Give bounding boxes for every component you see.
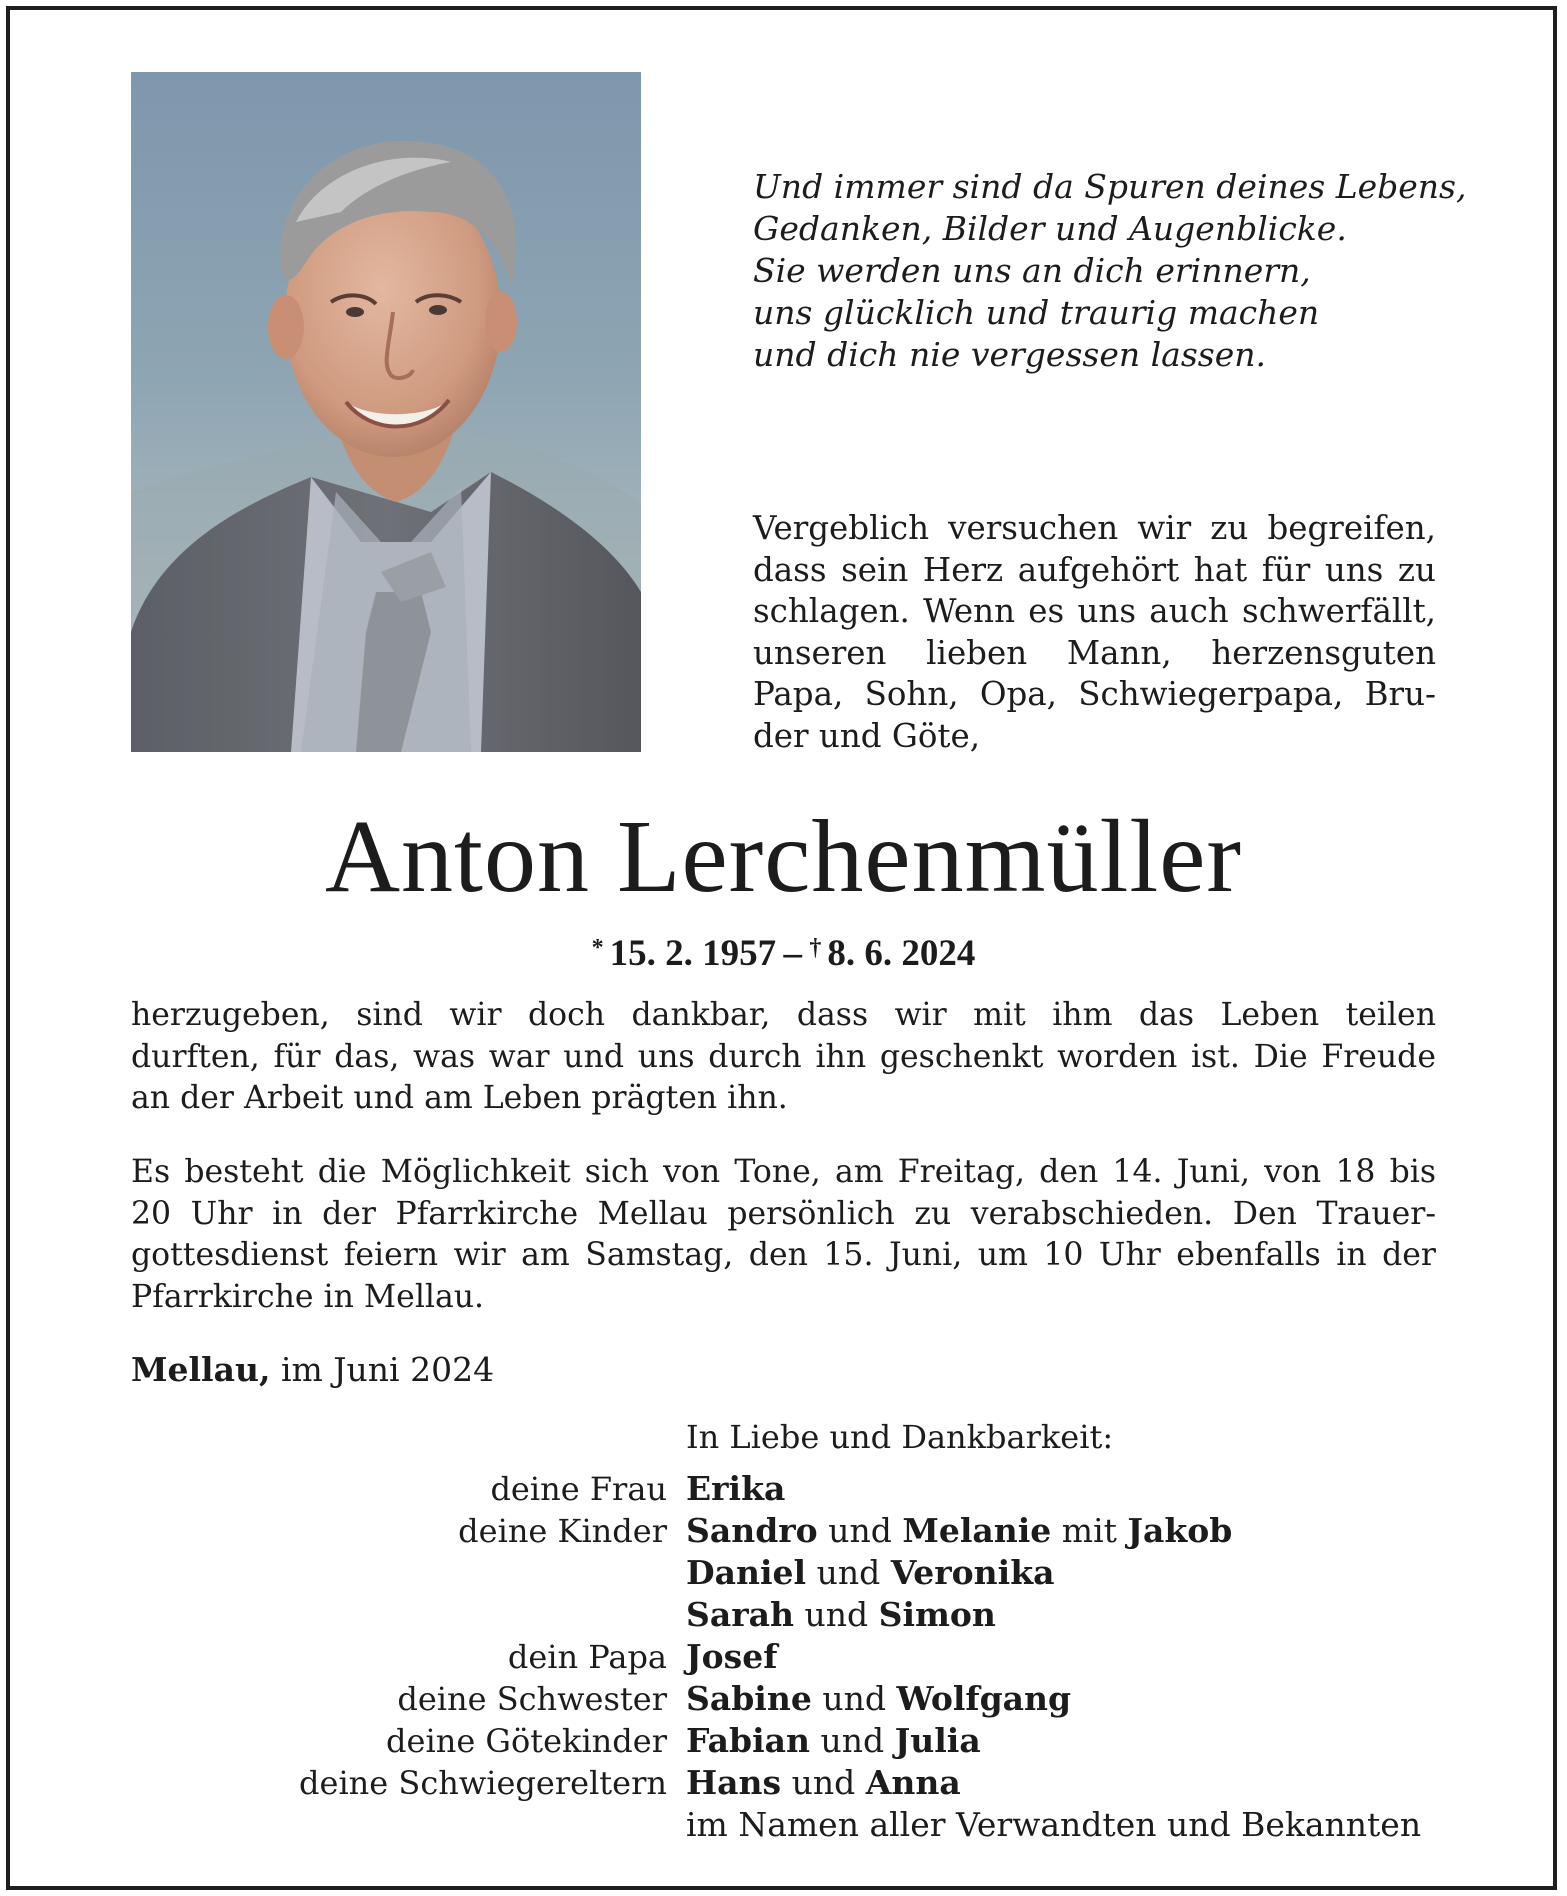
relative-names [686,1552,1054,1594]
family-row [0,1720,1567,1762]
body-line: gottesdienst feiern wir am Samstag, den 15. Juni, um 10 Uhr ebenfalls in der [131,1237,1436,1273]
connector: und [820,1721,885,1760]
body-line: Es besteht die Möglichkeit sich von Tone, am Freitag, den 14. Juni, von 18 bis [131,1154,1436,1190]
place-date [131,1349,494,1391]
relative-name: Sarah [686,1595,794,1634]
birth-date: 15. 2. 1957 [609,933,777,974]
relation-label: deine Schwester [397,1680,667,1718]
intro-paragraph [753,508,1436,757]
place-month: im Juni 2024 [280,1350,495,1389]
connector: und [828,1511,892,1550]
death-date: 8. 6. 2024 [827,933,976,974]
relative-name: Sandro [686,1511,818,1550]
verse-line: Und immer sind da Spuren deines Lebens, [753,167,1467,206]
family-row [0,1762,1567,1804]
birth-symbol: * [591,935,604,961]
verse-line: Gedanken, Bilder und Augenblicke. [753,209,1347,248]
relation-label: deine Götekinder [386,1722,667,1760]
relative-name: Hans [686,1763,782,1802]
body-line: durften, für das, was war und uns durch ihn geschenkt worden ist. Die Freude [131,1038,1436,1075]
intro-line: Vergeblich versuchen wir zu begreifen, [753,509,1436,547]
relative-name: Simon [878,1595,996,1634]
intro-line: schlagen. Wenn es uns auch schwerfällt, [753,592,1436,630]
body-line: Pfarrkirche in Mellau. [131,1278,485,1315]
connector: und [816,1553,881,1592]
relation-label: deine Schwiegereltern [299,1764,667,1802]
relative-name: Daniel [686,1553,807,1592]
relative-names [686,1762,961,1804]
family-row [0,1678,1567,1720]
connector: und [804,1595,869,1634]
relative-names [686,1678,1071,1720]
verse-line: Sie werden uns an dich erinnern, [753,251,1311,290]
relative-name: Sabine [686,1679,812,1718]
date-separator: – [783,933,802,974]
thanks-line: In Liebe und Dankbarkeit: [686,1418,1114,1456]
relative-names [686,1468,785,1510]
portrait-photo [131,72,641,752]
relative-name: Anna [865,1763,961,1802]
relative-name: Julia [894,1721,981,1760]
verse-line: uns glücklich und traurig machen [753,293,1320,332]
relative-name: Erika [686,1469,786,1508]
relative-name: Melanie [902,1511,1052,1550]
body-line: herzugeben, sind wir doch dankbar, dass wir mit ihm das Leben teilen [131,997,1436,1033]
connector: und [822,1679,886,1718]
family-row [0,1636,1567,1678]
relation-label: dein Papa [507,1638,667,1676]
verse-line: und dich nie vergessen lassen. [753,335,1266,374]
relation-label: deine Kinder [458,1512,667,1550]
relative-names [686,1510,1232,1552]
intro-line: unseren lieben Mann, herzensguten [753,633,1436,672]
relative-name: Fabian [686,1721,810,1760]
relative-name: Jakob [1127,1511,1233,1550]
connector: mit [1061,1511,1117,1550]
memorial-verse [753,166,1473,376]
family-list [0,1468,1567,1846]
relative-name: Josef [686,1637,778,1676]
connector: und [791,1763,856,1802]
intro-line: dass sein Herz aufgehört hat für uns zu [753,550,1436,589]
family-row [0,1468,1567,1510]
relation-label: deine Frau [490,1470,667,1508]
body-paragraph-2 [131,1152,1436,1318]
family-row [0,1594,1567,1636]
relative-names [686,1636,777,1678]
deceased-name: Anton Lerchenmüller [324,799,1243,914]
intro-line: der und Göte, [753,716,981,755]
family-row [0,1510,1567,1552]
relative-names [686,1594,996,1636]
death-symbol: † [809,935,822,961]
closing-line: im Namen aller Verwandten und Bekannten [686,1805,1422,1844]
relative-name: Wolfgang [896,1679,1072,1718]
place-town: Mellau, [131,1350,271,1389]
body-line: an der Arbeit und am Leben prägten ihn. [131,1080,788,1116]
family-row [0,1552,1567,1594]
relative-name: Veronika [890,1553,1055,1592]
relative-names [686,1720,981,1762]
intro-line: Papa, Sohn, Opa, Schwiegerpapa, Bru- [753,675,1436,713]
life-dates [0,926,1567,976]
family-row [0,1804,1567,1846]
body-line: 20 Uhr in der Pfarrkirche Mellau persönlich zu verabschieden. Den Trauer- [131,1195,1436,1232]
body-paragraph-1 [131,995,1436,1120]
